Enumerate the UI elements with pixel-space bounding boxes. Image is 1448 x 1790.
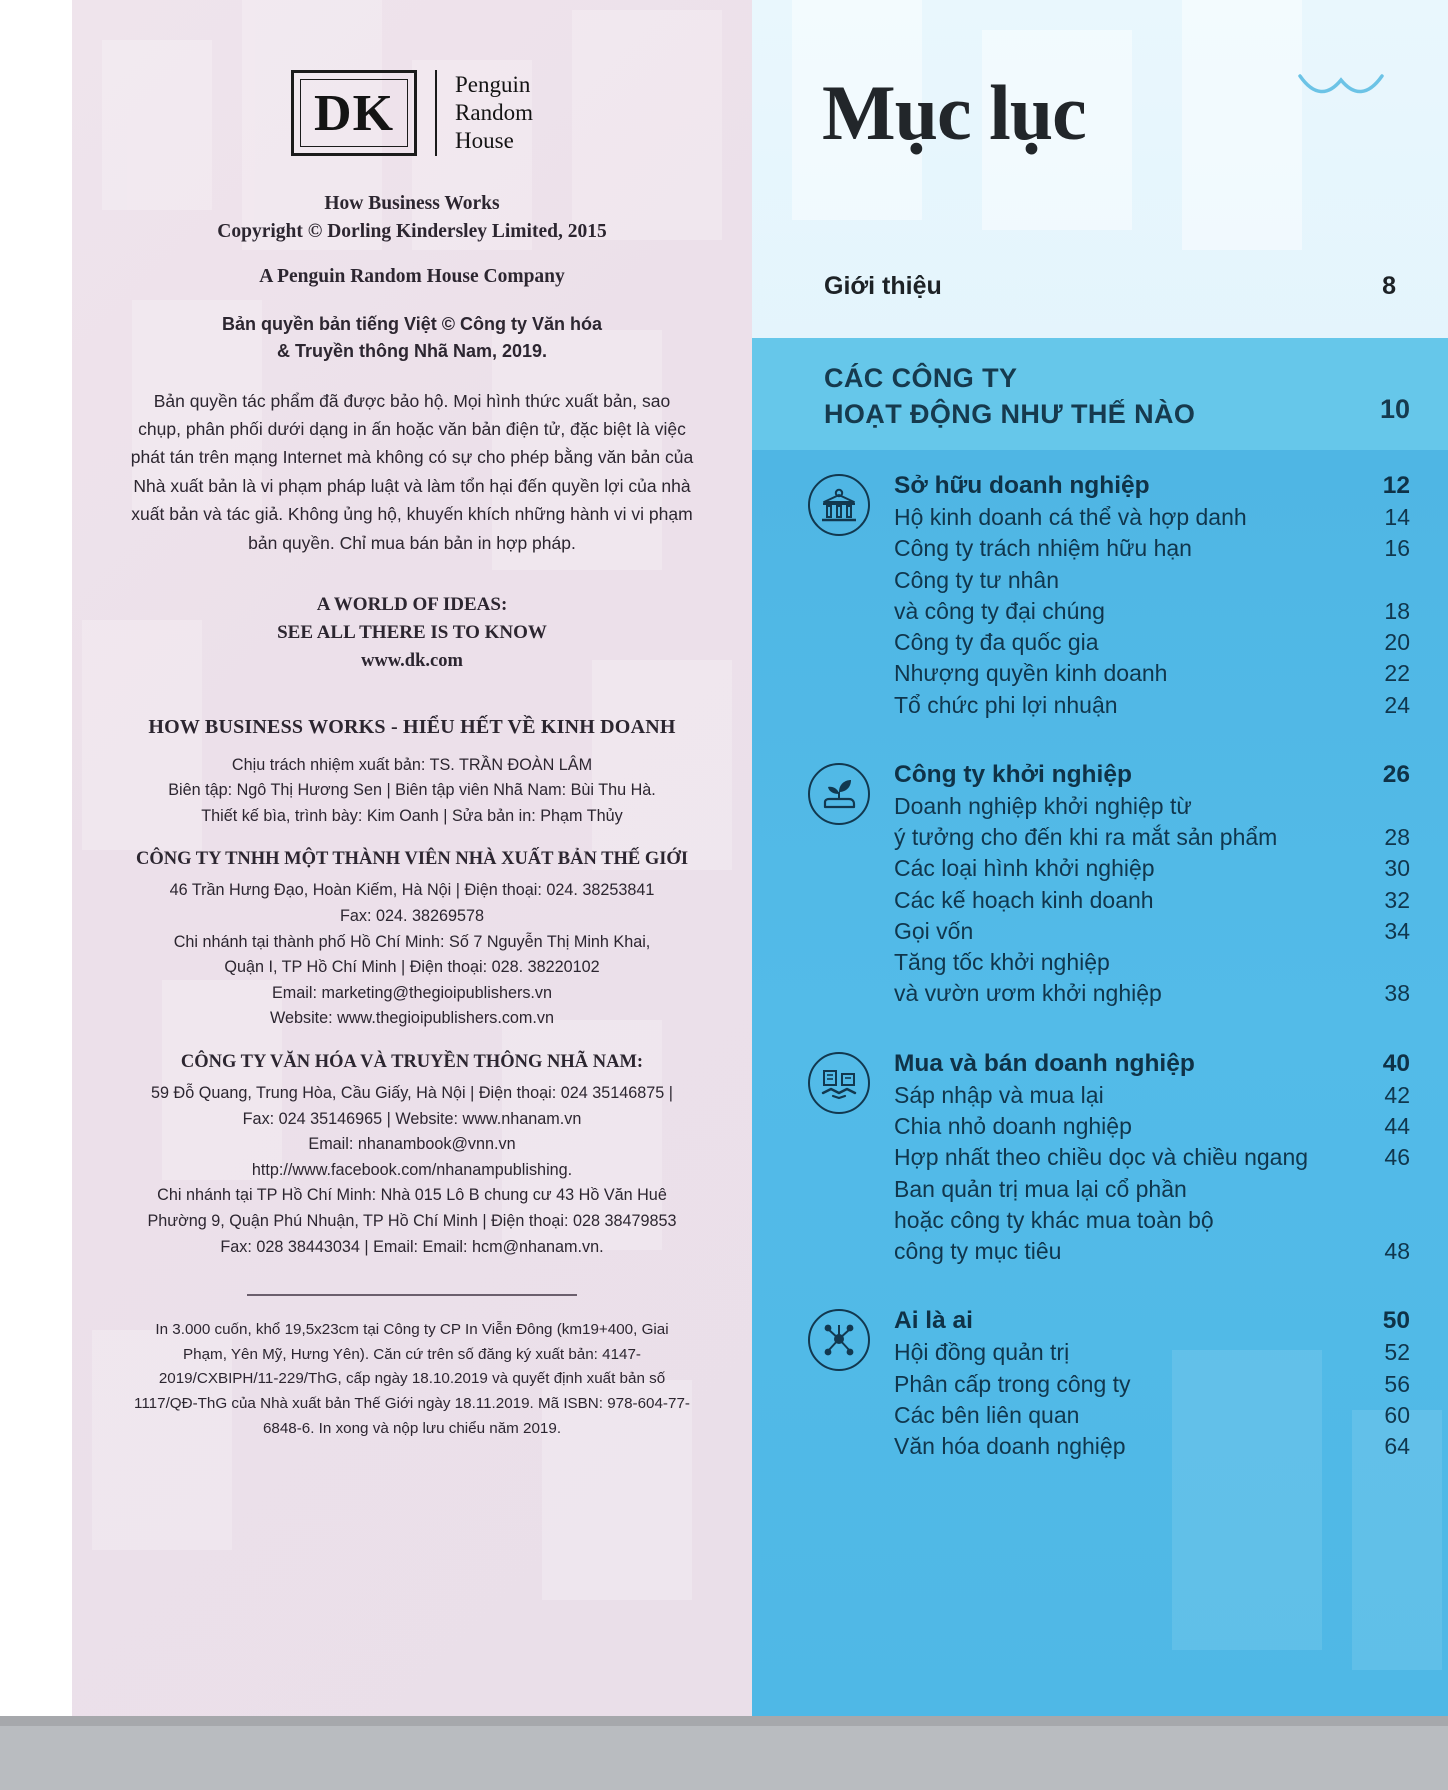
dk-website-link[interactable]: www.dk.com bbox=[361, 650, 463, 671]
toc-entry[interactable] bbox=[894, 627, 1410, 658]
copyright-notice: Bản quyền tác phẩm đã được bảo hộ. Mọi hình thức xuất bản, sao chụp, phân phối dưới dạng in ấn hoặc văn bản điện tử, đặc biệt là việc phát tán trên mạng Internet mà không có sự cho phép bằng văn bản của Nhà xuất bản là vi phạm pháp luật và làm tổn hại đến quyền lợi của nhà xuất bản và tác giả. Không ủng hộ, khuyến khích những hành vi vi phạm bản quyền. Chỉ mua bán bản in hợp pháp. bbox=[130, 390, 694, 553]
intro-page: 8 bbox=[1382, 272, 1396, 300]
publisher-contact-block bbox=[124, 878, 700, 1032]
toc-entry[interactable] bbox=[894, 1142, 1410, 1173]
toc-group-ownership bbox=[752, 472, 1448, 721]
partner-line: 59 Đỗ Quang, Trung Hòa, Cầu Giấy, Hà Nội | Điện thoại: 024 35146875 | bbox=[151, 1083, 673, 1102]
entry-label: Doanh nghiệp khởi nghiệp từ bbox=[894, 792, 1192, 819]
group-heading-page: 12 bbox=[1382, 472, 1410, 499]
background-shape bbox=[1182, 0, 1302, 250]
group-heading-label: Ai là ai bbox=[894, 1307, 973, 1335]
entry-page: 42 bbox=[1384, 1081, 1410, 1108]
entry-page: 56 bbox=[1384, 1370, 1410, 1397]
entry-label: Hộ kinh doanh cá thể và hợp danh bbox=[894, 504, 1247, 530]
logo-line-penguin: Penguin bbox=[455, 71, 531, 97]
toc-group-startup bbox=[752, 761, 1448, 1010]
entry-label: Các kế hoạch kinh doanh bbox=[894, 886, 1154, 913]
toc-entry[interactable] bbox=[894, 1080, 1410, 1111]
entry-page: 30 bbox=[1384, 855, 1410, 882]
credits-block bbox=[124, 753, 700, 830]
toc-entry[interactable] bbox=[894, 502, 1410, 533]
vietnamese-book-title: HOW BUSINESS WORKS - HIỂU HẾT VỀ KINH DOANH bbox=[148, 715, 676, 738]
toc-group-mergers bbox=[752, 1050, 1448, 1268]
toc-section-header[interactable] bbox=[752, 338, 1448, 450]
publisher-website[interactable]: Website: www.thegioipublishers.com.vn bbox=[269, 1009, 554, 1028]
group-heading-page: 26 bbox=[1382, 760, 1410, 788]
partner-line: Chi nhánh tại TP Hồ Chí Minh: Nhà 015 Lô B chung cư 43 Hồ Văn Huê bbox=[157, 1186, 667, 1205]
sprout-hand-icon bbox=[808, 763, 870, 825]
toc-entry[interactable] bbox=[894, 916, 1410, 947]
dk-monogram-text: DK bbox=[314, 84, 395, 142]
vietnamese-rights bbox=[124, 311, 700, 365]
publisher-line: Quận I, TP Hồ Chí Minh | Điện thoại: 028. 38220102 bbox=[224, 958, 600, 977]
entry-page: 46 bbox=[1384, 1144, 1410, 1171]
entry-label: Các bên liên quan bbox=[894, 1401, 1080, 1428]
toc-entry[interactable] bbox=[894, 1400, 1410, 1431]
entry-page: 64 bbox=[1384, 1433, 1410, 1460]
page-bottom-bar bbox=[0, 1716, 1448, 1790]
group-heading-page: 50 bbox=[1382, 1307, 1410, 1335]
entry-label: Phân cấp trong công ty bbox=[894, 1370, 1131, 1397]
toc-entry[interactable] bbox=[894, 1369, 1410, 1400]
entry-label: Gọi vốn bbox=[894, 917, 974, 944]
entry-label-continued: ý tưởng cho đến khi ra mắt sản phẩm bbox=[894, 824, 1278, 851]
divider-rule bbox=[247, 1294, 577, 1296]
bank-icon bbox=[808, 474, 870, 536]
partner-website[interactable]: Fax: 024 35146965 | Website: www.nhanam.vn bbox=[242, 1109, 582, 1128]
book-title-en: How Business Works bbox=[324, 193, 500, 214]
entry-page: 22 bbox=[1384, 660, 1410, 687]
toc-entry[interactable] bbox=[894, 947, 1410, 1010]
network-people-icon bbox=[808, 1309, 870, 1371]
toc-entry[interactable] bbox=[894, 1431, 1410, 1462]
group-heading-label: Công ty khởi nghiệp bbox=[894, 760, 1132, 788]
entry-label: Công ty đa quốc gia bbox=[894, 629, 1099, 656]
publisher-line: 46 Trần Hưng Đạo, Hoàn Kiếm, Hà Nội | Điện thoại: 024. 38253841 bbox=[169, 881, 655, 900]
toc-group-who-is-who bbox=[752, 1307, 1448, 1462]
entry-label: Tăng tốc khởi nghiệp bbox=[894, 949, 1110, 976]
partner-line: Fax: 028 38443034 | Email: Email: hcm@nhanam.vn. bbox=[220, 1237, 604, 1256]
dk-publisher-logo bbox=[124, 70, 700, 156]
credit-line-2: Biên tập: Ngô Thị Hương Sen | Biên tập viên Nhã Nam: Bùi Thu Hà. bbox=[168, 781, 656, 800]
copyright-title-block bbox=[124, 190, 700, 247]
entry-page: 44 bbox=[1384, 1112, 1410, 1139]
toc-entry[interactable] bbox=[894, 885, 1410, 916]
entry-page: 24 bbox=[1384, 691, 1410, 718]
publisher-line: Fax: 024. 38269578 bbox=[339, 906, 484, 925]
entry-label: Sáp nhập và mua lại bbox=[894, 1081, 1104, 1108]
handshake-building-icon bbox=[808, 1052, 870, 1114]
logo-divider bbox=[435, 70, 437, 156]
entry-label: Hội đồng quản trị bbox=[894, 1339, 1070, 1366]
toc-group-heading[interactable] bbox=[894, 472, 1410, 500]
copyright-statement: Copyright © Dorling Kindersley Limited, 2015 bbox=[217, 221, 607, 243]
publisher-email[interactable]: Email: marketing@thegioipublishers.vn bbox=[271, 983, 553, 1002]
penguin-random-house-wordmark bbox=[455, 71, 533, 155]
entry-label-continued: hoặc công ty khác mua toàn bộ bbox=[894, 1206, 1214, 1233]
entry-label: Công ty trách nhiệm hữu hạn bbox=[894, 535, 1192, 562]
toc-group-heading[interactable] bbox=[894, 1050, 1410, 1078]
group-heading-page: 40 bbox=[1382, 1049, 1410, 1077]
publisher-name: CÔNG TY TNHH MỘT THÀNH VIÊN NHÀ XUẤT BẢN THẾ GIỚI bbox=[135, 849, 689, 870]
entry-label: Hợp nhất theo chiều dọc và chiều ngang bbox=[894, 1144, 1309, 1171]
entry-page: 16 bbox=[1384, 535, 1410, 562]
entry-page: 18 bbox=[1384, 597, 1410, 624]
toc-group-heading[interactable] bbox=[894, 761, 1410, 789]
world-of-ideas-block bbox=[124, 591, 700, 676]
copyright-page bbox=[72, 0, 752, 1716]
partner-line: Phường 9, Quận Phú Nhuận, TP Hồ Chí Minh | Điện thoại: 028 38479853 bbox=[147, 1211, 677, 1230]
entry-label: Các loại hình khởi nghiệp bbox=[894, 855, 1155, 882]
toc-entry[interactable] bbox=[894, 1174, 1410, 1268]
entry-label: Công ty tư nhân bbox=[894, 566, 1059, 593]
partner-contact-block bbox=[124, 1081, 700, 1260]
toc-entry[interactable] bbox=[894, 1337, 1410, 1368]
group-heading-label: Sở hữu doanh nghiệp bbox=[894, 472, 1150, 499]
entry-label-continued: và vườn ươm khởi nghiệp bbox=[894, 980, 1162, 1007]
partner-facebook[interactable]: http://www.facebook.com/nhanampublishing. bbox=[251, 1160, 573, 1179]
entry-page: 28 bbox=[1384, 824, 1410, 851]
intro-label: Giới thiệu bbox=[824, 272, 942, 300]
entry-page: 60 bbox=[1384, 1401, 1410, 1428]
entry-page: 34 bbox=[1384, 917, 1410, 944]
toc-group-heading[interactable] bbox=[894, 1307, 1410, 1335]
credit-line-1: Chịu trách nhiệm xuất bản: TS. TRẦN ĐOÀN LÂM bbox=[231, 755, 593, 774]
toc-entry[interactable] bbox=[894, 853, 1410, 884]
print-information: In 3.000 cuốn, khổ 19,5x23cm tại Công ty CP In Viễn Đông (km19+400, Giai Phạm, Yên Mỹ, Hưng Yên). Căn cứ trên số đăng ký xuất bản: 4147-2019/CXBIPH/11-229/ThG, cấp ngày 18.10.2019 và quyết định xuất bản số 1117/QĐ-ThG của Nhà xuất bản Thế Giới ngày 18.11.2019. Mã ISBN: 978-604-77-6848-6. In xong và nộp lưu chiểu năm 2019. bbox=[134, 1321, 690, 1437]
ideas-line-2: SEE ALL THERE IS TO KNOW bbox=[277, 622, 547, 644]
entry-page: 38 bbox=[1384, 980, 1410, 1007]
entry-label-continued: và công ty đại chúng bbox=[894, 597, 1105, 624]
page-title: Mục lục bbox=[822, 69, 1086, 156]
ideas-line-1: A WORLD OF IDEAS: bbox=[316, 593, 508, 615]
toc-entry[interactable] bbox=[894, 690, 1410, 721]
group-heading-label: Mua và bán doanh nghiệp bbox=[894, 1049, 1195, 1077]
entry-label: Ban quản trị mua lại cổ phần bbox=[894, 1175, 1187, 1202]
partner-email[interactable]: Email: nhanambook@vnn.vn bbox=[308, 1135, 516, 1154]
section-page: 10 bbox=[1379, 394, 1410, 424]
toc-entry[interactable] bbox=[894, 791, 1410, 854]
entry-label: Văn hóa doanh nghiệp bbox=[894, 1433, 1126, 1460]
section-header-text bbox=[824, 360, 1195, 432]
toc-entry-intro[interactable] bbox=[824, 272, 1396, 301]
credit-line-3: Thiết kế bìa, trình bày: Kim Oanh | Sửa bản in: Phạm Thủy bbox=[201, 806, 623, 825]
company-line: A Penguin Random House Company bbox=[259, 265, 565, 287]
toc-entry[interactable] bbox=[894, 533, 1410, 564]
toc-entries-panel bbox=[752, 450, 1448, 1716]
bird-icon bbox=[1298, 70, 1384, 104]
vn-rights-line-1: Bản quyền bản tiếng Việt © Công ty Văn hóa bbox=[222, 313, 602, 334]
toc-entry[interactable] bbox=[894, 1111, 1410, 1142]
entry-page: 48 bbox=[1384, 1238, 1410, 1265]
logo-line-random: Random bbox=[455, 99, 533, 125]
entry-label: Chia nhỏ doanh nghiệp bbox=[894, 1112, 1132, 1139]
page-left-margin bbox=[0, 0, 72, 1716]
dk-monogram bbox=[291, 70, 417, 156]
entry-page: 20 bbox=[1384, 629, 1410, 656]
toc-entry[interactable] bbox=[894, 565, 1410, 628]
vn-rights-line-2: & Truyền thông Nhã Nam, 2019. bbox=[276, 340, 548, 361]
entry-label: Tổ chức phi lợi nhuận bbox=[894, 691, 1118, 718]
entry-page: 32 bbox=[1384, 886, 1410, 913]
section-line-2: HOẠT ĐỘNG NHƯ THẾ NÀO bbox=[824, 399, 1196, 430]
entry-page: 52 bbox=[1384, 1339, 1410, 1366]
section-line-1: CÁC CÔNG TY bbox=[824, 363, 1018, 393]
entry-page: 14 bbox=[1384, 504, 1410, 530]
table-of-contents-page bbox=[752, 0, 1448, 1716]
partner-name: CÔNG TY VĂN HÓA VÀ TRUYỀN THÔNG NHÃ NAM: bbox=[180, 1051, 644, 1072]
publisher-line: Chi nhánh tại thành phố Hồ Chí Minh: Số 7 Nguyễn Thị Minh Khai, bbox=[173, 932, 651, 951]
logo-line-house: House bbox=[455, 128, 514, 154]
toc-entry[interactable] bbox=[894, 658, 1410, 689]
entry-label-continued-2: công ty mục tiêu bbox=[894, 1238, 1062, 1265]
entry-label: Nhượng quyền kinh doanh bbox=[894, 660, 1168, 687]
